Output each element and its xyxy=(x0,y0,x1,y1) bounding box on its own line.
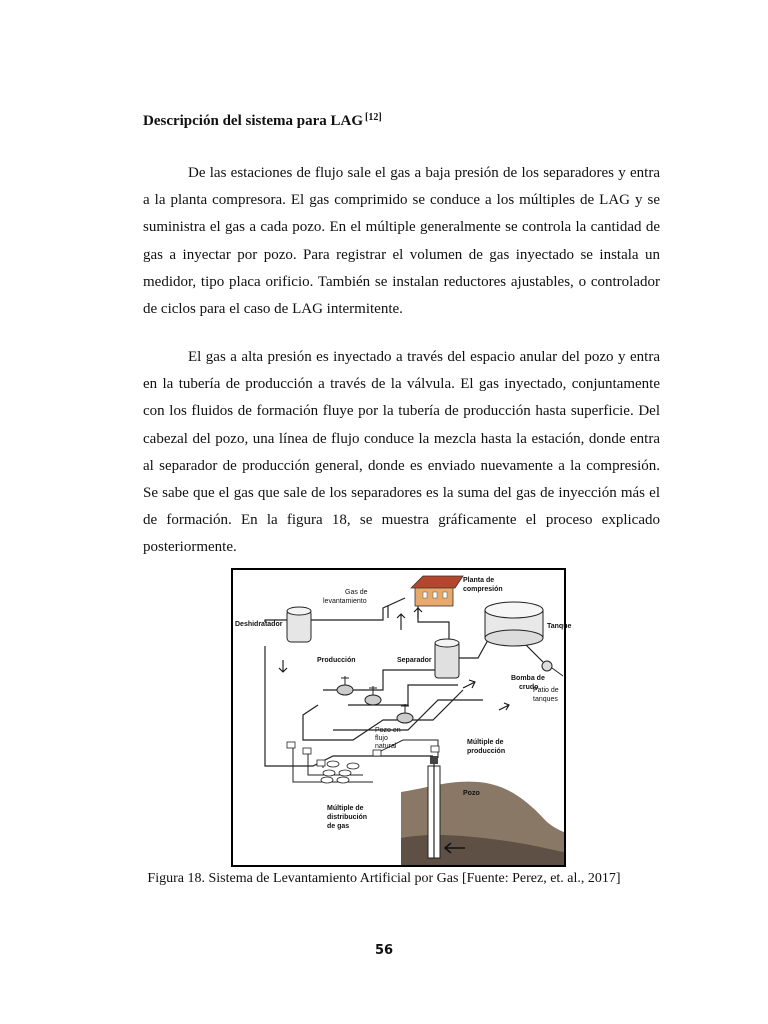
label-planta-1: Planta de xyxy=(463,577,495,584)
paragraph-1: De las estaciones de flujo sale el gas a baja presión de los separadores y entra a la planta compresora. El gas comprimido se conduce a los múltiples de LAG y se suministra el gas a cada pozo. En el múltiple generalmente se controla la cantidad de gas a inyectar por pozo. Para registrar el volumen de gas inyectado se instala un medidor, tipo placa orificio. También se instalan reductores ajustables, o controlador de ciclos para el caso de LAG intermitente. xyxy=(143,165,660,318)
label-multiple-dist-3: de gas xyxy=(327,823,350,830)
label-patio-2: tanques xyxy=(533,696,558,703)
lag-system-diagram xyxy=(233,570,572,865)
label-multiple-prod-2: producción xyxy=(467,748,506,755)
valve-icons xyxy=(321,761,359,783)
label-pozo: Pozo xyxy=(463,790,480,797)
label-pozo-flujo-1: Pozo en xyxy=(375,727,401,734)
natural-flow-wellhead-icon xyxy=(397,704,413,723)
deshidratador-line xyxy=(265,646,288,766)
label-patio-1: Patio de xyxy=(533,687,559,694)
label-bomba-2: crudo xyxy=(519,684,539,691)
figure-caption: Figura 18. Sistema de Levantamiento Artificial por Gas [Fuente: Perez, et. al., 2017] xyxy=(147,871,621,886)
production-wellhead-icon-1 xyxy=(337,676,353,695)
separator-to-tank xyxy=(455,630,488,658)
label-pozo-flujo-3: natural xyxy=(375,743,397,750)
compression-plant-icon xyxy=(411,576,463,606)
section-heading xyxy=(143,108,382,131)
separator-vessel-icon xyxy=(435,639,459,678)
wellhead xyxy=(430,756,438,764)
figure-18-diagram xyxy=(231,568,572,867)
orifice-meter-icons xyxy=(287,742,439,766)
label-gas-1: Gas de xyxy=(345,589,368,596)
arrow-up-icon-2 xyxy=(414,608,422,618)
label-multiple-prod-1: Múltiple de xyxy=(467,739,504,746)
label-tanque: Tanque xyxy=(547,623,572,630)
storage-tank-icon xyxy=(485,602,543,646)
label-pozo-flujo-2: flujo xyxy=(375,735,388,742)
deshidratador-vessel-icon xyxy=(287,607,311,642)
production-wellhead-icon-2 xyxy=(365,686,381,705)
arrow-right-icon-2 xyxy=(499,703,509,710)
label-gas-2: levantamiento xyxy=(323,598,367,605)
label-planta-2: compresión xyxy=(463,586,503,593)
label-deshidratador: Deshidratador xyxy=(235,621,283,628)
paragraph-2: El gas a alta presión es inyectado a través del espacio anular del pozo y entra en la tubería de producción a través de la válvula. El gas inyectado, conjuntamente con los fluidos de formación fluye por la tubería de producción hasta superficie. Del cabezal del pozo, una línea de flujo conduce la mezcla hasta la estación, donde entra al separador de producción general, donde es enviado nuevamente a la compresión. Se sabe que el gas que sale de los separadores es la suma del gas de inyección más el de formación. En la figura 18, se muestra gráficamente el proceso explicado posteriormente. xyxy=(143,349,660,556)
production-line-3 xyxy=(348,685,458,705)
label-multiple-dist-2: distribución xyxy=(327,814,368,821)
heading-text: Descripción del sistema para LAG xyxy=(143,113,363,129)
label-separador: Separador xyxy=(397,657,432,664)
page-number: 56 xyxy=(374,943,394,958)
arrow-up-icon-1 xyxy=(397,614,405,630)
crude-pump-icon xyxy=(542,661,563,676)
arrow-right-icon xyxy=(463,680,475,688)
heading-reference: [12] xyxy=(364,112,382,123)
label-multiple-dist-1: Múltiple de xyxy=(327,805,364,812)
label-bomba-1: Bomba de xyxy=(511,675,545,682)
label-produccion: Producción xyxy=(317,657,356,664)
arrow-down-icon xyxy=(279,660,287,672)
distribution-line xyxy=(288,756,433,766)
